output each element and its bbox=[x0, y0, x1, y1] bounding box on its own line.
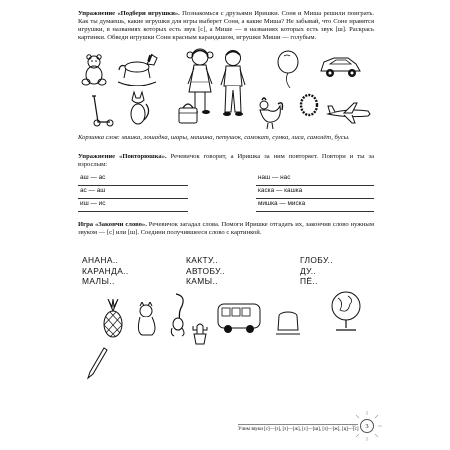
toy-car-illustration bbox=[318, 54, 362, 80]
writing-line bbox=[78, 185, 188, 186]
word-pair: наш — нас bbox=[258, 174, 291, 181]
word-stem: АВТОБУ.. bbox=[186, 265, 226, 276]
exercise-1-text: Познакомься с друзьями Иришки. Соня и Миша решили поиграть. Как ты думаешь, какие игрушки для игры выберет Соня, а какие Миша? Не забывай, что Соне нравятся игрушки, в названиях которых есть звук [с], а Мише — в названиях которых есть звук [ш]. Раскрась картинки. Обведи игрушки Сони красным карандашом, игрушки Миши — голубым. bbox=[78, 10, 374, 42]
pineapple-illustration bbox=[100, 299, 126, 339]
workbook-page bbox=[78, 6, 374, 444]
rooster-illustration bbox=[254, 96, 284, 130]
globe-illustration bbox=[328, 288, 364, 334]
exercise-1-paragraph bbox=[78, 10, 374, 42]
writing-line bbox=[78, 198, 188, 199]
word-stem: КАРАНДА.. bbox=[82, 265, 129, 276]
syllable-pair: ас — аш bbox=[80, 187, 106, 194]
word-stem: ДУ.. bbox=[300, 265, 317, 276]
rat-illustration bbox=[168, 292, 188, 338]
page-number: 3 bbox=[360, 419, 374, 433]
cactus-illustration bbox=[190, 322, 210, 346]
cat-illustration bbox=[134, 302, 158, 336]
word-stem: КАКТУ.. bbox=[186, 255, 219, 265]
word-stem: ПЁ.. bbox=[300, 276, 318, 286]
game-paragraph bbox=[78, 221, 374, 237]
exercise-1-title: Упражнение «Подбери игрушки». bbox=[78, 10, 180, 17]
word-basket-caption bbox=[78, 134, 374, 142]
rocking-horse-illustration bbox=[114, 52, 160, 86]
beads-illustration bbox=[298, 92, 320, 118]
game-text: Речевичок загадал слова. Помоги Иришке отгадать их, закончив слово нужным звуком — [с] или [ш]. Соедини получившееся слово с картинкой. bbox=[78, 221, 374, 237]
writing-line bbox=[256, 211, 374, 212]
syllable-pair: иш — ис bbox=[80, 200, 106, 207]
pencil-illustration bbox=[84, 346, 108, 380]
word-column-1 bbox=[82, 255, 129, 287]
airplane-illustration bbox=[326, 102, 372, 124]
exercise-2-text: Речевичок говорит, а Иришка за ним повторяет. Повтори и ты за взрослым: bbox=[78, 153, 374, 169]
balloons-illustration bbox=[276, 50, 304, 90]
fox-illustration bbox=[126, 90, 150, 128]
word-column-2 bbox=[186, 255, 225, 287]
page-footer: Учим звуки [с]—[з], [з]—[ж], [с]—[ш], [з]—[ж], [ц]—[с] bbox=[238, 424, 358, 432]
syllable-pair: аш — ас bbox=[80, 174, 106, 181]
word-basket-words: мишка, лошадка, шары, машина, петушок, самокат, сумка, лиса, самолёт, бусы. bbox=[119, 134, 350, 141]
word-stem: ГЛОБУ.. bbox=[300, 255, 334, 265]
boy-misha-illustration bbox=[218, 48, 248, 120]
exercise-2-paragraph bbox=[78, 153, 374, 169]
word-pair: каска — кашка bbox=[258, 187, 303, 194]
handbag-illustration bbox=[176, 100, 200, 126]
writing-line bbox=[78, 211, 188, 212]
scooter-illustration bbox=[88, 94, 114, 128]
word-basket-label: Корзинка слов: bbox=[78, 134, 120, 141]
exercise-2-title: Упражнение «Повторюшка». bbox=[78, 153, 167, 160]
syllable-row bbox=[78, 200, 374, 209]
word-stem: КАМЫ.. bbox=[186, 276, 218, 286]
writing-line bbox=[256, 198, 374, 199]
bus-illustration bbox=[216, 302, 262, 334]
writing-line bbox=[256, 185, 374, 186]
word-stem: АНАНА.. bbox=[82, 255, 119, 265]
stump-illustration bbox=[274, 310, 302, 336]
syllable-row bbox=[78, 187, 374, 196]
word-stem: МАЛЫ.. bbox=[82, 276, 115, 286]
word-column-3 bbox=[300, 255, 333, 287]
word-pair: мишка — миска bbox=[258, 200, 306, 207]
game-title: Игра «Закончи слово». bbox=[78, 221, 147, 228]
syllable-row bbox=[78, 174, 374, 183]
teddy-bear-illustration bbox=[80, 54, 108, 86]
